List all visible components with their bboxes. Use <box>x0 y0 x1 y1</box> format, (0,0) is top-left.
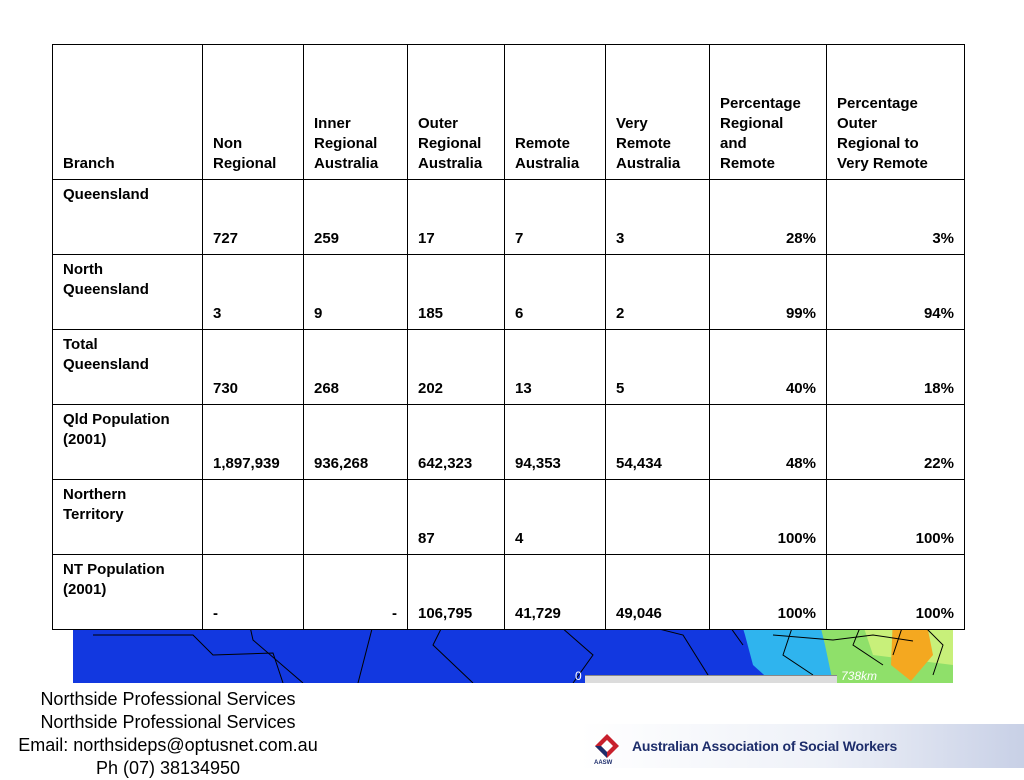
value-cell: 727 <box>203 180 304 255</box>
column-header-text: Australia <box>515 155 580 172</box>
value-cell: 48% <box>710 405 827 480</box>
branch-name: (2001) <box>63 581 107 598</box>
column-header-text: Remote <box>616 135 672 152</box>
branch-cell <box>53 480 203 555</box>
branch-name: Queensland <box>63 186 149 203</box>
value-cell: 6 <box>505 255 606 330</box>
branch-name: Territory <box>63 506 124 523</box>
footer-contact <box>0 688 336 780</box>
column-header-text: Outer <box>418 115 459 132</box>
value-cell: 22% <box>827 405 965 480</box>
branch-name: Queensland <box>63 356 149 373</box>
value-cell: 185 <box>408 255 505 330</box>
value-cell: 94,353 <box>505 405 606 480</box>
value-cell: 259 <box>304 180 408 255</box>
header-row <box>53 45 965 180</box>
value-cell: 7 <box>505 180 606 255</box>
map-scale-start: 0 <box>575 669 582 683</box>
value-cell: 936,268 <box>304 405 408 480</box>
branch-name: North <box>63 261 103 278</box>
value-cell: 99% <box>710 255 827 330</box>
column-header-text: Branch <box>63 155 115 172</box>
branch-name: NT Population <box>63 561 165 578</box>
column-header <box>53 45 203 180</box>
column-header <box>203 45 304 180</box>
value-cell: 3 <box>606 180 710 255</box>
aasw-abbr: AASW <box>594 760 613 766</box>
table-row <box>53 255 965 330</box>
value-cell: 13 <box>505 330 606 405</box>
aasw-name: Australian Association of Social Workers <box>632 738 898 754</box>
table-row <box>53 555 965 630</box>
table-body <box>53 180 965 630</box>
column-header-text: Regional to <box>837 135 919 152</box>
value-cell: 9 <box>304 255 408 330</box>
branch-name: Qld Population <box>63 411 170 428</box>
value-cell: 4 <box>505 480 606 555</box>
value-cell: 94% <box>827 255 965 330</box>
value-cell: 100% <box>710 555 827 630</box>
value-cell: 3% <box>827 180 965 255</box>
column-header-text: Inner <box>314 115 351 132</box>
value-cell: 28% <box>710 180 827 255</box>
value-cell <box>304 480 408 555</box>
column-header-text: Very <box>616 115 648 132</box>
column-header <box>606 45 710 180</box>
branch-cell <box>53 330 203 405</box>
column-header <box>304 45 408 180</box>
value-cell: 5 <box>606 330 710 405</box>
value-cell: 40% <box>710 330 827 405</box>
column-header <box>710 45 827 180</box>
footer-email: Email: northsideps@optusnet.com.au <box>18 735 318 755</box>
column-header <box>408 45 505 180</box>
table-row <box>53 330 965 405</box>
column-header-text: Percentage <box>837 95 918 112</box>
map-scale-bar <box>585 675 837 683</box>
column-header-text: and <box>720 135 747 152</box>
value-cell: - <box>203 555 304 630</box>
table-header <box>53 45 965 180</box>
column-header-text: Regional <box>213 155 277 172</box>
column-header <box>505 45 606 180</box>
column-header-text: Regional <box>720 115 784 132</box>
table-row <box>53 180 965 255</box>
value-cell <box>606 480 710 555</box>
footer-line-2: Northside Professional Services <box>40 712 296 732</box>
value-cell: 2 <box>606 255 710 330</box>
value-cell: 54,434 <box>606 405 710 480</box>
column-header-text: Very Remote <box>837 155 928 172</box>
value-cell: 730 <box>203 330 304 405</box>
column-header-text: Regional <box>418 135 482 152</box>
value-cell: 18% <box>827 330 965 405</box>
branch-name: Northern <box>63 486 127 503</box>
value-cell: 202 <box>408 330 505 405</box>
column-header-text: Australia <box>418 155 483 172</box>
value-cell: 17 <box>408 180 505 255</box>
column-header-text: Regional <box>314 135 378 152</box>
table-row <box>53 405 965 480</box>
column-header-text: Australia <box>314 155 379 172</box>
table-row <box>53 480 965 555</box>
branch-cell <box>53 255 203 330</box>
column-header-text: Remote <box>515 135 571 152</box>
value-cell: 3 <box>203 255 304 330</box>
value-cell: 87 <box>408 480 505 555</box>
value-cell: 268 <box>304 330 408 405</box>
footer-phone: Ph (07) 38134950 <box>95 758 241 778</box>
branch-cell <box>53 405 203 480</box>
column-header-text: Australia <box>616 155 681 172</box>
map-scale-end: 738km <box>841 669 878 683</box>
branch-name: Queensland <box>63 281 149 298</box>
column-header-text: Remote <box>720 155 776 172</box>
value-cell: 100% <box>827 480 965 555</box>
branch-cell <box>53 180 203 255</box>
branch-name: (2001) <box>63 431 107 448</box>
value-cell <box>203 480 304 555</box>
column-header-text: Outer <box>837 115 878 132</box>
value-cell: 106,795 <box>408 555 505 630</box>
value-cell: 41,729 <box>505 555 606 630</box>
branch-name: Total <box>63 336 98 353</box>
value-cell: - <box>304 555 408 630</box>
value-cell: 100% <box>710 480 827 555</box>
column-header-text: Percentage <box>720 95 801 112</box>
value-cell: 100% <box>827 555 965 630</box>
branch-cell <box>53 555 203 630</box>
footer-line-1: Northside Professional Services <box>40 689 296 709</box>
value-cell: 1,897,939 <box>203 405 304 480</box>
aasw-logo-bar <box>580 724 1024 768</box>
remoteness-table <box>52 44 965 630</box>
value-cell: 49,046 <box>606 555 710 630</box>
value-cell: 642,323 <box>408 405 505 480</box>
column-header <box>827 45 965 180</box>
column-header-text: Non <box>213 135 243 152</box>
